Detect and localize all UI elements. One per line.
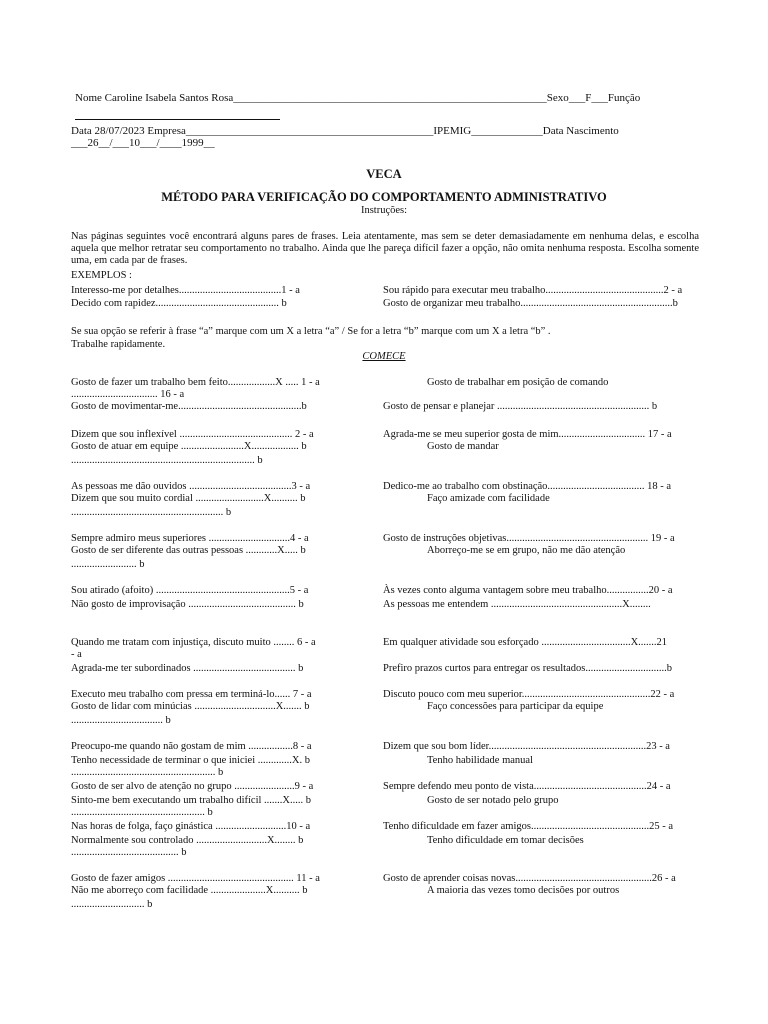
question-line: Gosto de pensar e planejar .......................................................... b xyxy=(383,401,658,412)
question-line: A maioria das vezes tomo decisões por outros xyxy=(427,885,620,896)
question-line: - a xyxy=(71,649,82,660)
intro-paragraph: Nas páginas seguintes você encontrará alguns pares de frases. Leia atentamente, mas sem se deter demasiadamente em nenhuma delas, e escolha aquela que melhor retratar seu comportamento no trabalho. Ainda que lhe pareça difícil fazer a opção, não omita nenhuma resposta. Escolha somente uma, em cada par de frases. xyxy=(71,231,699,266)
question-line: Gosto de instruções objetivas...................................................... 19 - a xyxy=(383,533,675,544)
question-line: Gosto de fazer um trabalho bem feito..................X ..... 1 - a xyxy=(71,377,320,388)
question-line: Tenho necessidade de terminar o que iniciei .............X. b xyxy=(71,755,310,766)
question-line: Sou atirado (afoito) ...................................................5 - a xyxy=(71,585,309,596)
instructions-heading: Instruções: xyxy=(360,205,408,216)
example-right-a: Sou rápido para executar meu trabalho.............................................2 - a xyxy=(383,285,683,296)
question-line: Gosto de trabalhar em posição de comando xyxy=(427,377,609,388)
doc-subtitle: MÉTODO PARA VERIFICAÇÃO DO COMPORTAMENTO ADMINISTRATIVO xyxy=(161,190,607,204)
doc-title: VECA xyxy=(366,167,402,181)
question-line: Sempre defendo meu ponto de vista...........................................24 - a xyxy=(383,781,671,792)
question-line: Às vezes conto alguma vantagem sobre meu trabalho................20 - a xyxy=(383,585,673,596)
question-line: Sinto-me bem executando um trabalho difícil .......X..... b xyxy=(71,795,311,806)
question-line: ................................... b xyxy=(71,715,171,726)
question-line: Não me aborreço com facilidade .....................X.......... b xyxy=(71,885,308,896)
question-line: As pessoas me entendem ..................................................X........ xyxy=(383,599,651,610)
question-line: Tenho dificuldade em fazer amigos.............................................25 - a xyxy=(383,821,673,832)
question-line: Gosto de ser notado pelo grupo xyxy=(427,795,559,806)
begin-heading: COMECE xyxy=(362,351,406,362)
question-line: Gosto de ser alvo de atenção no grupo .......................9 - a xyxy=(71,781,314,792)
question-line: ......................................... b xyxy=(71,847,187,858)
question-line: .......................................................... b xyxy=(71,507,232,518)
question-line: Gosto de fazer amigos ................................................ 11 - a xyxy=(71,873,320,884)
question-line: Faço concessões para participar da equipe xyxy=(427,701,604,712)
question-line: Gosto de ser diferente das outras pessoas ............X..... b xyxy=(71,545,306,556)
question-line: Agrada-me ter subordinados ....................................... b xyxy=(71,663,304,674)
question-line: As pessoas me dão ouvidos .......................................3 - a xyxy=(71,481,311,492)
question-line: Em qualquer atividade sou esforçado ..................................X.......21 xyxy=(383,637,668,648)
example-left-a: Interesso-me por detalhes.......................................1 - a xyxy=(71,285,300,296)
question-line: Tenho habilidade manual xyxy=(427,755,533,766)
question-line: Aborreço-me se em grupo, não me dão atenção xyxy=(427,545,626,556)
question-line: Discuto pouco com meu superior.................................................22 - a xyxy=(383,689,675,700)
question-line: ................................. 16 - a xyxy=(71,389,185,400)
header-birthdate-line: ___26__/___10___/____1999__ xyxy=(71,137,215,149)
question-line: ......................... b xyxy=(71,559,145,570)
question-line: Dizem que sou inflexível ........................................... 2 - a xyxy=(71,429,314,440)
header-date-line: Data 28/07/2023 Empresa_____________________________________________IPEMIG_____________Data Nascimento xyxy=(71,125,619,137)
question-line: ................................................... b xyxy=(71,807,213,818)
header-name-line: Nome Caroline Isabela Santos Rosa_________________________________________________________Sexo___F___Função xyxy=(75,92,641,104)
question-line: Dizem que sou muito cordial ..........................X.......... b xyxy=(71,493,306,504)
question-line: Gosto de aprender coisas novas....................................................26 - a xyxy=(383,873,676,884)
question-line: Nas horas de folga, faço ginástica ...........................10 - a xyxy=(71,821,311,832)
question-line: ...................................................................... b xyxy=(71,455,263,466)
question-line: Agrada-me se meu superior gosta de mim................................. 17 - a xyxy=(383,429,672,440)
question-line: Gosto de movimentar-me...............................................b xyxy=(71,401,307,412)
question-line: Gosto de atuar em equipe ........................X.................. b xyxy=(71,441,307,452)
question-line: Dedico-me ao trabalho com obstinação..................................... 18 - a xyxy=(383,481,672,492)
question-line: Faço amizade com facilidade xyxy=(427,493,550,504)
marking-rule: Se sua opção se referir à frase “a” marque com um X a letra “a” / Se for a letra “b” marque com um X a letra “b” . xyxy=(71,326,551,337)
work-fast-note: Trabalhe rapidamente. xyxy=(71,339,166,350)
question-line: Executo meu trabalho com pressa em terminá-lo...... 7 - a xyxy=(71,689,312,700)
question-line: Sempre admiro meus superiores ...............................4 - a xyxy=(71,533,309,544)
question-line: Gosto de lidar com minúcias ...............................X....... b xyxy=(71,701,310,712)
question-line: Prefiro prazos curtos para entregar os resultados...............................b xyxy=(383,663,672,674)
question-line: Não gosto de improvisação ......................................... b xyxy=(71,599,304,610)
question-line: ....................................................... b xyxy=(71,767,224,778)
example-left-b: Decido com rapidez............................................... b xyxy=(71,298,287,309)
examples-heading: EXEMPLOS : xyxy=(71,270,132,281)
question-line: Quando me tratam com injustiça, discuto muito ........ 6 - a xyxy=(71,637,316,648)
header-function-rule xyxy=(75,119,280,120)
question-line: Dizem que sou bom líder............................................................23 - a xyxy=(383,741,670,752)
example-right-b: Gosto de organizar meu trabalho..........................................................b xyxy=(383,298,678,309)
question-line: Normalmente sou controlado ...........................X........ b xyxy=(71,835,304,846)
question-line: Gosto de mandar xyxy=(427,441,499,452)
question-line: Tenho dificuldade em tomar decisões xyxy=(427,835,584,846)
question-line: ............................ b xyxy=(71,899,153,910)
question-line: Preocupo-me quando não gostam de mim .................8 - a xyxy=(71,741,312,752)
